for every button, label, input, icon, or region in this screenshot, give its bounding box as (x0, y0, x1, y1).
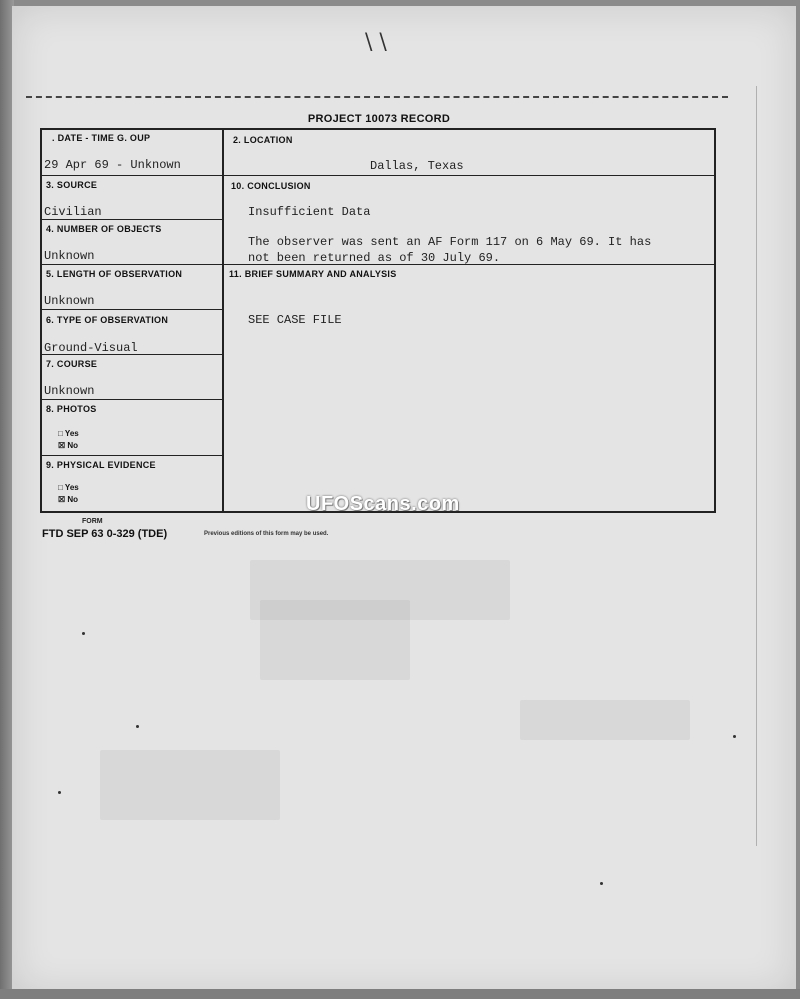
physical-evidence-yes-label: Yes (64, 483, 79, 492)
footer-note: Previous editions of this form may be used. (204, 531, 329, 537)
row-divider (40, 309, 222, 310)
number-of-objects-value: Unknown (44, 249, 95, 263)
physical-evidence-yes-checkbox: □ (58, 483, 63, 492)
conclusion-note-line1: The observer was sent an AF Form 117 on 6 May 69. It has (248, 235, 652, 249)
conclusion-label: 10. CONCLUSION (231, 181, 311, 191)
photos-yes-option (58, 429, 79, 438)
length-of-observation-value: Unknown (44, 294, 95, 308)
photos-no-option (58, 441, 78, 450)
scan-speck (600, 882, 603, 885)
summary-value: SEE CASE FILE (248, 313, 342, 327)
scan-speck (136, 725, 139, 728)
row-divider (40, 175, 716, 176)
physical-evidence-no-label: No (67, 495, 79, 504)
photos-no-label: No (67, 441, 79, 450)
date-time-group-value: 29 Apr 69 - Unknown (44, 158, 181, 172)
watermark: UFOScans.com (306, 493, 460, 515)
page-edge-line (756, 86, 757, 846)
physical-evidence-label: 9. PHYSICAL EVIDENCE (46, 460, 156, 470)
row-divider (40, 399, 222, 400)
number-of-objects-label: 4. NUMBER OF OBJECTS (46, 224, 162, 234)
top-rule (26, 96, 728, 98)
footer-form-id: FTD SEP 63 0-329 (TDE) (42, 528, 168, 540)
form-title: PROJECT 10073 RECORD (307, 113, 451, 125)
conclusion-value: Insufficient Data (248, 205, 371, 219)
footer-form-word: FORM (82, 518, 103, 525)
photos-yes-checkbox: □ (58, 429, 63, 438)
scan-speck (733, 735, 736, 738)
physical-evidence-no-option (58, 495, 78, 504)
physical-evidence-no-checkbox: ☒ (58, 495, 66, 504)
length-of-observation-label: 5. LENGTH OF OBSERVATION (46, 269, 183, 279)
course-label: 7. COURSE (46, 359, 98, 369)
photos-no-checkbox: ☒ (58, 441, 66, 450)
bleed-through-text (100, 750, 280, 820)
type-of-observation-value: Ground-Visual (44, 341, 138, 355)
scan-speck (82, 632, 85, 635)
conclusion-note-line2: not been returned as of 30 July 69. (248, 251, 501, 265)
photos-yes-label: Yes (64, 429, 79, 438)
column-divider (222, 128, 224, 513)
summary-label: 11. BRIEF SUMMARY AND ANALYSIS (229, 269, 397, 279)
date-time-group-label: . DATE - TIME G. OUP (52, 133, 151, 143)
physical-evidence-yes-option (58, 483, 79, 492)
scan-mark: \ \ (365, 30, 387, 55)
bleed-through-text (520, 700, 690, 740)
row-divider (40, 455, 222, 456)
type-of-observation-label: 6. TYPE OF OBSERVATION (46, 315, 169, 325)
source-value: Civilian (44, 205, 102, 219)
photos-label: 8. PHOTOS (46, 404, 97, 414)
location-value: Dallas, Texas (370, 159, 464, 173)
scan-bottom-edge (0, 989, 800, 999)
conclusion-note (248, 234, 703, 266)
scan-speck (58, 791, 61, 794)
row-divider (40, 219, 222, 220)
bleed-through-text (260, 600, 410, 680)
source-label: 3. SOURCE (46, 180, 98, 190)
location-label: 2. LOCATION (233, 135, 293, 145)
course-value: Unknown (44, 384, 95, 398)
